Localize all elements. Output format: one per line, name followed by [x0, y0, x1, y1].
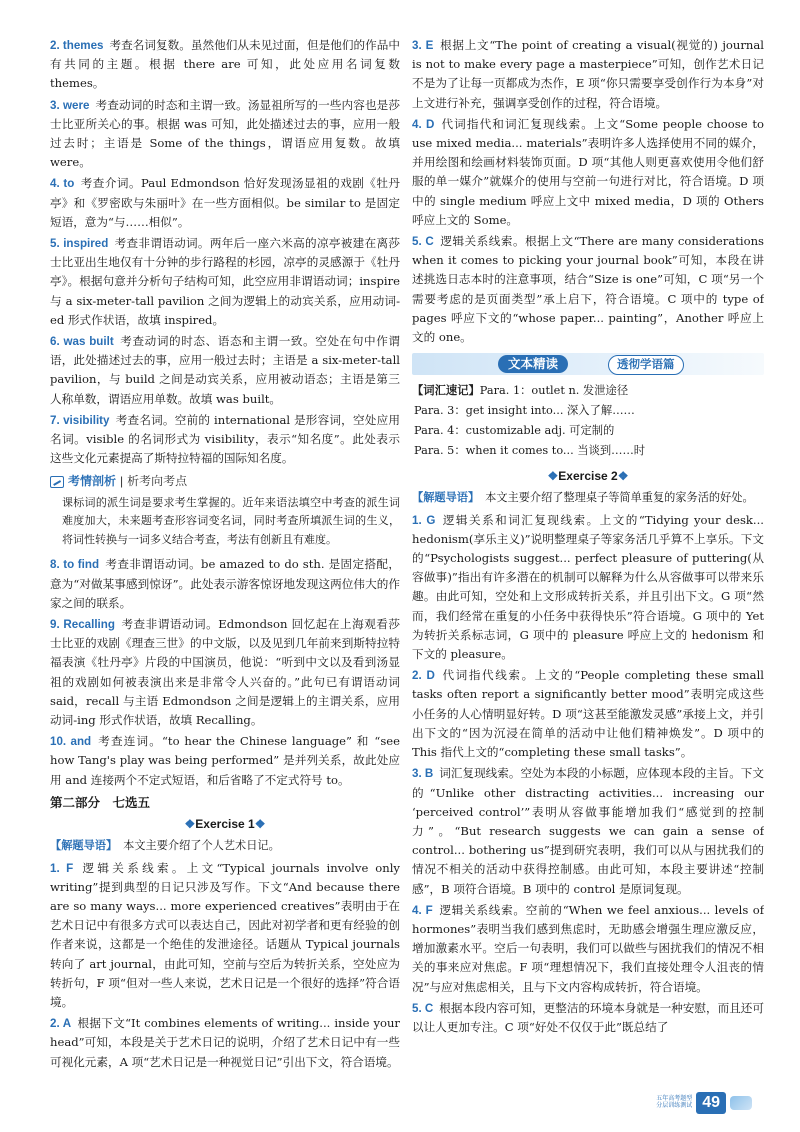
answer-explanation: 词汇复现线索。空处为本段的小标题，应体现本段的主旨。下文的“Unlike other distracting activities... increasing our ‘perceived control’”表明从容做事能增加我们“感觉到的控制力”。“But research suggests we can gain a sense of control... bothering us”提到研究表明，我们可以从与困扰我们的情况不相关的活动中获得控制感。由此可知，本段主要讲述“控制感”，B 项符合语境。B 项中的 control 是原词复现。 — [412, 766, 764, 896]
answer-entry — [412, 901, 764, 997]
answer-number: 1. F — [50, 861, 74, 875]
exam-analysis-header: 考情剖析 | 析考向考点 — [50, 472, 400, 491]
vocab-row: Para. 5：when it comes to... 当谈到……时 — [414, 444, 646, 458]
answer-explanation: 根据本段内容可知，更整洁的环境本身就是一种安慰，而且还可以让人更加专注。C 项“好处不仅仅于此”既总结了 — [412, 1000, 764, 1034]
answer-number: 3. were — [50, 98, 90, 112]
answer-entry — [50, 1014, 400, 1072]
answer-number: 5. C — [412, 1001, 434, 1015]
answer-number: 7. visibility — [50, 413, 110, 427]
answer-explanation: 考查名词。空前的 international 是形容词，空处应用名词。visible 的名词形式为 visibility，表示“知名度”。此处表示这些文化元素提高了斯特拉特福的国际知名度。 — [50, 412, 400, 466]
answer-entry — [50, 732, 400, 790]
exercise-2-title: ❖Exercise 2❖ — [547, 469, 629, 484]
vocab-row: Para. 4：customizable adj. 可定制的 — [414, 424, 615, 438]
answer-entry — [412, 232, 764, 347]
answer-explanation: 考查非谓语动词。两年后一座六米高的凉亭被建在离莎士比亚出生地仅有十分钟的步行路程的杉园，凉亭的灵感源于《牡丹亭》。根据句意并分析句子结构可知，此空应用非谓语动词；inspire 与 a six-meter-tall pavilion 之间为逻辑上的动宾关系，应用动词-ed 形式作状语，故填 inspired。 — [50, 236, 400, 327]
answer-number: 10. and — [50, 735, 92, 749]
right-column — [412, 36, 764, 1088]
answer-explanation: 逻辑关系线索。空前的“When we feel anxious... levels of hormones”表明当我们感到焦虑时，无助感会增强生理应激反应，增加激素水平。空后一句表明，我们可以做些与困扰我们的情况不相关的事来应对焦虑。F 项“理想情况下，我们直接处理令人沮丧的情况”与应对焦虑相关，且与下文内容构成转折，符合语境。 — [412, 902, 764, 994]
answer-number: 5. inspired — [50, 237, 109, 251]
answer-entry — [50, 555, 400, 613]
answers-group-bottom — [50, 555, 400, 789]
answer-number: 3. E — [412, 39, 434, 52]
answer-explanation: 考查介词。Paul Edmondson 恰好发现汤显祖的戏剧《牡丹亭》和《罗密欧与朱丽叶》在一些方面相似。be similar to 是固定短语，意为“与……相似”。 — [50, 176, 400, 229]
exam-analysis-label: 考情剖析 — [68, 474, 117, 489]
answer-entry — [412, 115, 764, 230]
guide-tag: 【解题导语】 — [412, 492, 480, 505]
answer-explanation: 根据上文“The point of creating a visual(视觉的) journal is not to make every page a masterpiece”可知，创作艺术日记不是为了让每一页都成为杰作，E 项“你只需要享受创作行为本身”对上文进行补充，强调享受创作的过程，符合语境。 — [412, 38, 764, 110]
answer-number: 2. D — [412, 669, 435, 683]
answer-entry — [50, 615, 400, 730]
left-column — [50, 36, 400, 1088]
answer-entry — [50, 332, 400, 409]
exercise-1-title: ❖Exercise 1❖ — [184, 817, 266, 832]
chart-icon — [50, 476, 64, 488]
diamond-icon: ❖ — [617, 469, 629, 484]
exam-analysis-body: 课标词的派生词是要求考生掌握的。近年来语法填空中考查的派生词难度加大，未来题考查形容词变名词，同时考查所填派生词的生义，将词性转换与一词多义结合考查，考法有创新且有难度。 — [62, 495, 400, 546]
answer-explanation: 考查动词的时态和主谓一致。汤显祖所写的一些内容也是莎士比亚所关心的事。根据 was 可知，此处描述过去的事，应用一般过去时；主语是 Some of the things，谓语应用复数。故填 were。 — [50, 97, 400, 170]
answer-entry — [50, 36, 400, 94]
guide-tag: 【解题导语】 — [50, 840, 118, 853]
vocab-row: Para. 3：get insight into... 深入了解…… — [414, 404, 635, 418]
reading-banner — [412, 353, 764, 375]
guide-text: 本文主要介绍了个人艺术日记。 — [123, 839, 280, 853]
exercise-2-guide — [412, 488, 764, 508]
answer-entry — [50, 234, 400, 330]
part-title: 第二部分 七选五 — [50, 795, 151, 810]
exam-analysis-box — [50, 472, 400, 549]
answer-number: 3. B — [412, 767, 434, 781]
answer-number: 5. C — [412, 235, 434, 249]
answer-explanation: 考查非谓语动词。be amazed to do sth. 是固定搭配，意为“对做某事感到惊讶”。此处表示游客惊讶地发现这两位伟大的作家之间的联系。 — [50, 557, 400, 610]
answers-group-top — [50, 36, 400, 468]
vocab-row: Para. 1：outlet n. 发泄途径 — [479, 384, 629, 398]
answer-number: 2. A — [50, 1017, 72, 1031]
answer-entry — [412, 511, 764, 665]
page-number: 49 — [696, 1092, 726, 1114]
answer-explanation: 逻辑关系线索。上文“Typical journals involve only writing”提到典型的日记只涉及写作。下文“And because there are so many ways... more experienced creatives”表明由于在艺术日记中有很多方式可以表达自己，因此对初学者和更有经验的创作者来说，这都是一个绝佳的发泄途径。话题从 Typical journals 转向了 art journal，由此可知，空前与空后为转折关系，空处应为转折句，F 项“但对一些人来说，艺术日记是一个很好的选择”符合语境。 — [50, 860, 400, 1009]
answer-entry — [412, 666, 764, 762]
answer-explanation: 代词指代和词汇复现线索。上文“Some people choose to use mixed media... materials”表明许多人选择使用不同的媒介，并用绘图和绘画材料装饰页面。D 项“其他人则更喜欢使用令他们舒服的单一媒介”就媒介的使用与空前一句进行对比，符合语境。D 项中的 single medium 呼应上文中 mixed media，D 项的 Others 呼应上文的 Some。 — [412, 116, 764, 227]
answer-explanation: 根据下文“It combines elements of writing... inside your head”可知，本段是关于艺术日记的说明，介绍了艺术日记中有一些可视化元素，A 项“艺术日记是一种视觉日记”引出下文，符合语境。 — [50, 1016, 400, 1069]
answer-entry — [50, 96, 400, 173]
answers-group-right — [412, 36, 764, 347]
answer-explanation: 考查非谓语动词。Edmondson 回忆起在上海观看莎士比亚的戏剧《理查三世》的中文版，以及见到几年前来到斯特拉特福表演《牡丹亭》片段的中国演员，他说：“听到中文以及看到汤显祖的戏剧如何被表演出来是非常令人兴奋的。”此句已有谓语动词 said，recall 与主语 Edmondson 之间是逻辑上的主谓关系，应用动词-ing 形式作状语，故填 Recalling。 — [50, 617, 400, 728]
exercise-2-answers — [412, 511, 764, 1037]
decoration-icon — [730, 1096, 752, 1110]
page-number-badge — [656, 1092, 752, 1114]
guide-text: 本文主要介绍了整理桌子等简单重复的家务活的好处。 — [485, 491, 754, 505]
answer-entry — [50, 411, 400, 469]
answer-entry — [412, 36, 764, 113]
answer-entry — [50, 174, 400, 232]
answer-explanation: 考查动词的时态、语态和主谓一致。空处在句中作谓语，此处描述过去的事，应用一般过去时；主语是 a six-meter-tall pavilion，与 build 之间是动宾关系，应用被动语态；主语是第三人称单数，谓语应用单数。故填 was built。 — [50, 334, 400, 406]
answer-number: 1. G — [412, 513, 436, 527]
diamond-icon: ❖ — [254, 817, 266, 832]
diamond-icon: ❖ — [184, 817, 196, 832]
answer-explanation: 代词指代线索。上文的“People completing these small tasks often report a significantly better mood”表明完成这些小任务的人心情明显好转。D 项“这甚至能激发灵感”承接上文，并引出下文的“因为沉浸在简单的活动中让他们精神焕发”。D 项中的 This 指代上文的“completing these small tasks”。 — [412, 668, 764, 760]
footer-caption: 分层训练测试 — [656, 1103, 693, 1109]
exercise-1-answers — [50, 859, 400, 1072]
banner-main: 文本精读 — [498, 355, 568, 373]
exercise-1-guide — [50, 836, 400, 856]
vocab-head: 【词汇速记】 — [412, 385, 480, 398]
answer-explanation: 考查连词。“to hear the Chinese language” 和 “see how Tang's play was being performed” 是并列关系，故此处应用 and 连接两个不定式短语，和后省略了不定式符号 to。 — [50, 734, 400, 787]
vocab-box — [412, 381, 764, 461]
answer-entry — [412, 999, 764, 1037]
exam-analysis-subtitle: 析考向考点 — [127, 474, 188, 489]
answer-number: 2. themes — [50, 39, 104, 52]
answer-number: 4. to — [50, 177, 75, 191]
answer-explanation: 逻辑关系线索。根据上文“There are many considerations when it comes to picking your journal book”可知，本段在讲述挑选日志本时的注意事项，结合“Size is one”可知，C 项“另一个需要考虑的是页面类型”承上启下，符合语境。C 项中的 type of pages 呼应下文的“whose paper... painting”，Another 呼应上文的 one。 — [412, 234, 764, 345]
answer-number: 4. F — [412, 903, 433, 917]
diamond-icon: ❖ — [547, 469, 559, 484]
answer-entry — [412, 764, 764, 898]
answer-number: 8. to find — [50, 558, 100, 572]
answer-explanation: 考查名词复数。虽然他们从未见过面，但是他们的作品中有共同的主题。根据 there are 可知，此处应用名词复数 themes。 — [50, 38, 400, 91]
banner-sub: 透彻学语篇 — [608, 355, 684, 375]
answer-number: 4. D — [412, 117, 435, 131]
answer-number: 6. was built — [50, 335, 114, 349]
answer-number: 9. Recalling — [50, 618, 115, 632]
answer-explanation: 逻辑关系和词汇复现线索。上文的“Tidying your desk... hedonism(享乐主义)”说明整理桌子等家务活几乎算不上享乐。下文的“Psychologists suggest... perfect pleasure of puttering(从容做事)”指出有许多潜在的机制可以解释为什么从容做事可以带来乐趣。由此可知，空处和上文形成转折关系，并且引出下文。G 项“然而，我们经常在重复的小任务中获得快乐”符合语境。G 项中的 Yet 为转折关系标志词，G 项中的 pleasure 呼应上文的 hedonism 和下文的 pleasure。 — [412, 512, 764, 662]
answer-entry — [50, 859, 400, 1013]
footer-caption: 五年高考题型 — [656, 1096, 693, 1102]
